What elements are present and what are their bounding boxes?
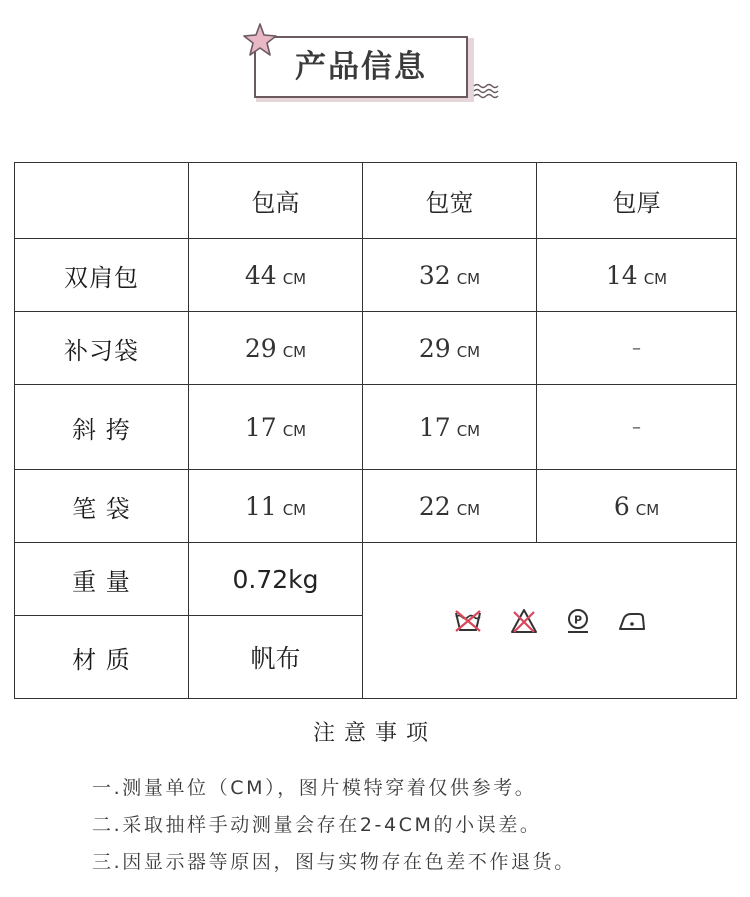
unit-label: CM	[282, 421, 307, 440]
depth-cell	[537, 239, 737, 312]
table-row	[15, 312, 737, 385]
note-item: 一.测量单位（CM），图片模特穿着仅供参考。	[92, 777, 537, 799]
dry-clean-icon	[565, 607, 591, 635]
width-cell	[363, 312, 537, 385]
unit-label: CM	[643, 269, 668, 288]
depth-cell	[537, 312, 737, 385]
empty-value-dash: –	[632, 337, 641, 359]
weight-label: 重 量	[15, 543, 189, 616]
unit-label: CM	[635, 500, 660, 519]
care-icons-group	[363, 607, 736, 635]
row-label: 笔 袋	[15, 470, 189, 543]
height-cell	[189, 239, 363, 312]
note-item: 三.因显示器等原因，图与实物存在色差不作退货。	[92, 851, 576, 873]
table-row	[15, 385, 737, 470]
unit-label: CM	[456, 269, 481, 288]
svg-text:P: P	[573, 613, 582, 626]
weight-value: 0.72kg	[189, 543, 363, 616]
value-number: 22	[418, 491, 451, 521]
no-bleach-icon	[509, 607, 539, 635]
width-cell	[363, 239, 537, 312]
unit-label: CM	[282, 500, 307, 519]
value-number: 17	[418, 412, 451, 442]
unit-label: CM	[282, 342, 307, 361]
table-row	[15, 239, 737, 312]
value-number: 6	[613, 491, 630, 521]
star-icon	[242, 22, 278, 58]
product-info-header	[240, 20, 520, 120]
column-header-width: 包宽	[363, 163, 537, 239]
row-label: 斜 挎	[15, 385, 189, 470]
unit-label: CM	[456, 342, 481, 361]
depth-cell	[537, 470, 737, 543]
value-number: 29	[418, 333, 451, 363]
height-cell	[189, 312, 363, 385]
wave-decoration-icon	[472, 80, 502, 100]
value-number: 17	[244, 412, 277, 442]
no-wash-icon	[453, 608, 483, 634]
care-icons-cell	[363, 543, 737, 699]
value-number: 14	[605, 260, 638, 290]
header-cell-empty	[15, 163, 189, 239]
value-number: 11	[244, 491, 277, 521]
column-header-height: 包高	[189, 163, 363, 239]
depth-cell	[537, 385, 737, 470]
width-cell	[363, 470, 537, 543]
table-row	[15, 470, 737, 543]
height-cell	[189, 385, 363, 470]
unit-label: CM	[282, 269, 307, 288]
row-label: 补习袋	[15, 312, 189, 385]
table-header-row	[15, 163, 737, 239]
width-cell	[363, 385, 537, 470]
weight-row	[15, 543, 737, 616]
value-number: 44	[244, 260, 277, 290]
size-spec-table	[14, 162, 737, 699]
column-header-depth: 包厚	[537, 163, 737, 239]
value-number: 29	[244, 333, 277, 363]
height-cell	[189, 470, 363, 543]
page-title: 产品信息	[295, 49, 427, 85]
unit-label: CM	[456, 500, 481, 519]
notes-list	[92, 770, 732, 881]
low-iron-icon	[617, 608, 647, 634]
empty-value-dash: –	[632, 416, 641, 438]
note-item: 二.采取抽样手动测量会存在2-4CM的小误差。	[92, 814, 542, 836]
notes-title: 注意事项	[312, 721, 437, 746]
row-label: 双肩包	[15, 239, 189, 312]
material-label: 材 质	[15, 616, 189, 699]
unit-label: CM	[456, 421, 481, 440]
material-value: 帆布	[189, 616, 363, 699]
value-number: 32	[418, 260, 451, 290]
